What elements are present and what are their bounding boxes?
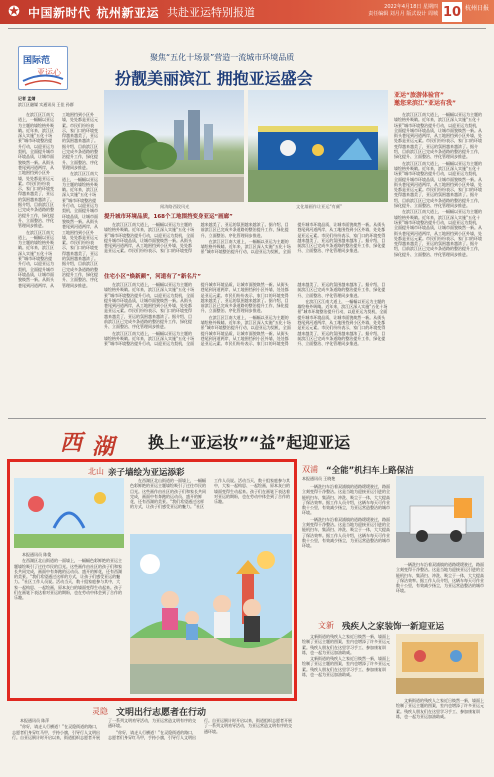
photo-caption-right: 文化墙画作让亚运“有颜” bbox=[296, 204, 343, 209]
riverside-photo bbox=[104, 90, 244, 202]
sidebar-title-1: 亚运“旅游体验官” bbox=[394, 92, 444, 99]
sub2-text-cont3: 在滨江区江南大道上，一幅幅以亚运为主题的墙绘格外吸睛。近年来，滨江区深入实施“五化十场景”城市环境整治提升行动，以迎亚运为契机，全面提升城市环境品质，让城市面貌焕然一新。从街头巷尾到河道两岸，从工地围挡到小区外墙，处处都是亚运元素。市民们纷纷表示，家门口的环境变得越来越美了，亚运的氛围越来越浓了。据介绍，目前滨江区已完成多条道路的整治提升工作，绿化提升、立面整治、序化管理同步推进。 bbox=[297, 298, 388, 347]
page-number: 10 bbox=[442, 2, 462, 22]
banner-char-2: 湖 bbox=[92, 434, 115, 460]
right2-body-left bbox=[302, 634, 392, 772]
bottom-author: 本报通讯员 陈萍 bbox=[20, 718, 50, 723]
right2-tag: 文新 bbox=[318, 621, 334, 630]
sub1-text: 在滨江区江南大道上，一幅幅以亚运为主题的墙绘格外吸睛。近年来，滨江区深入实施“五化十场景”城市环境整治提升行动，以迎亚运为契机，全面提升城市环境品质，让城市面貌焕然一新。从街头巷尾到河道两岸，从工地围挡到小区外墙，处处都是亚运元素。市民们纷纷表示，家门口的环境变得越来越美了，亚运的氛围越来越浓了。据介绍，目前滨江区已完成多条道路的整治提升工作，绿化提升、立面整治、序化管理同步推进。 bbox=[104, 222, 289, 254]
logo-text-b: 亚运心 bbox=[37, 68, 61, 77]
header-meta bbox=[368, 4, 438, 18]
bottom-text-cont: “你好，请走人行横道！”在灵隐街道的路口，志愿者们身穿红马甲，手持小旗，引导行人文明出行。自亚运倒计时开启以来，街道组织志愿者开展了一系列文明劝导活动，为亚运营造文明有序的交通环境。 bbox=[108, 718, 292, 740]
right-text-cont: 一辆洗扫车沿着双浦镇的道路缓缓驶过，路面立刻变得干净整洁。这是当地为迎接亚运引进的全能机扫车，集清扫、冲洗、吸尘于一体，大大提高了保洁效率。据工作人员介绍，这辆车每天可作业数十公里，有效减少扬尘，为亚运营造整洁的城市环境。 bbox=[302, 516, 390, 549]
framed-text-2: 在西湖区北山街道的一面墙上，一幅幅色彩鲜艳的亚运主题墙绘吸引了过往市民的目光。这些画作由社区的孩子们和家长共同完成，画面中有奔跑的运动员、盛开的鲜花，还有西湖的美景。“我们希望通过这样的方式，让孩子们感受亚运的魅力。”社区工作人员说。活动当天，数十组家庭参与其中，大家一起构思、一起绘画，原本灰白的墙面变得生动起来。孩子们在画笔下表达着对亚运的期盼，也在劳动中体会到了合作的乐趣。 bbox=[130, 478, 290, 510]
right2-body-right bbox=[396, 698, 484, 772]
right2-text: 文新街道的残疾人之家近日焕然一新，墙面上绘制了亚运主题的图案，室内也增添了许多亚运元素。残疾人朋友们在这里学习手工、参加康复训练，也一起为亚运加油助威。 bbox=[302, 634, 390, 655]
paper-name: 杭州日报 bbox=[464, 5, 489, 12]
framed-headline: 亲子墙绘为亚运添彩 bbox=[108, 468, 185, 478]
mural-photo bbox=[248, 90, 388, 202]
topic-title: 杭州新亚运 bbox=[96, 5, 160, 20]
family-mural-photo bbox=[130, 534, 292, 694]
family-mural-scene-icon bbox=[130, 534, 292, 694]
framed-author: 本报通讯员 陈俊 bbox=[22, 552, 52, 557]
sub2-text-cont2: 在滨江区江南大道上，一幅幅以亚运为主题的墙绘格外吸睛。近年来，滨江区深入实施“五化十场景”城市环境整治提升行动，以迎亚运为契机，全面提升城市环境品质，让城市面貌焕然一新。从街头巷尾到河道两岸，从工地围挡到小区外墙，处处都是亚运元素。市民们纷纷表示，家门口的环境变得越来越美了，亚运的氛围越来越浓了。据介绍，目前滨江区已完成多条道路的整治提升工作，绿化提升、立面整治、序化管理同步推进。 bbox=[200, 282, 386, 347]
right-body-right bbox=[396, 562, 484, 614]
page-header bbox=[0, 0, 494, 24]
sidebar-text: 在滨江区江南大道上，一幅幅以亚运为主题的墙绘格外吸睛。近年来，滨江区深入实施“五化十场景”城市环境整治提升行动，以迎亚运为契机，全面提升城市环境品质，让城市面貌焕然一新。从街头巷尾到河道两岸，从工地围挡到小区外墙，处处都是亚运元素。市民们纷纷表示，家门口的环境变得越来越美了，亚运的氛围越来越浓了。据介绍，目前滨江区已完成多条道路的整治提升工作，绿化提升、立面整治、序化管理同步推进。 bbox=[394, 112, 482, 160]
disability-home-photo bbox=[396, 634, 484, 694]
header-tagline: 共赴亚运特别报道 bbox=[167, 6, 256, 19]
right-tag: 双浦 bbox=[302, 465, 318, 474]
top-body-text-cont: 在滨江区江南大道上，一幅幅以亚运为主题的墙绘格外吸睛。近年来，滨江区深入实施“五化十场景”城市环境整治提升行动，以迎亚运为契机，全面提升城市环境品质，让城市面貌焕然一新。从街头巷尾到河道两岸，从工地围挡到小区外墙，处处都是亚运元素。市民们纷纷表示，家门口的环境变得越来越美了，亚运的氛围越来越浓了。据介绍，目前滨江区已完成多条道路的整治提升工作，绿化提升、立面整治、序化管理同步推进。 bbox=[18, 112, 98, 288]
sidebar-body bbox=[394, 112, 482, 414]
right-author: 本报通讯员 王晓艳 bbox=[302, 476, 336, 481]
right-headline: “全能”机扫车上路保洁 bbox=[326, 466, 414, 476]
sweeper-vehicle-icon bbox=[396, 476, 484, 558]
inset-mural-photo bbox=[14, 478, 124, 548]
bottom-headline: 文明出行志愿者在行动 bbox=[116, 708, 207, 718]
bottom-text: “你好，请走人行横道！”在灵隐街道的路口，志愿者们身穿红马甲，手持小旗，引导行人文明出行。自亚运倒计时开启以来，街道组织志愿者开展了一系列文明劝导活动，为亚运营造文明有序的交通环境。 bbox=[12, 718, 196, 740]
top-kicker: 聚焦“五化十场景”营造一流城市环境品质 bbox=[150, 53, 295, 62]
framed-tag: 北山 bbox=[88, 467, 104, 476]
sweeper-photo bbox=[396, 476, 484, 558]
sub2-text: 在滨江区江南大道上，一幅幅以亚运为主题的墙绘格外吸睛。近年来，滨江区深入实施“五化十场景”城市环境整治提升行动，以迎亚运为契机，全面提升城市环境品质，让城市面貌焕然一新。从街头巷尾到河道两岸，从工地围挡到小区外墙，处处都是亚运元素。市民们纷纷表示，家门口的环境变得越来越美了，亚运的氛围越来越浓了。据介绍，目前滨江区已完成多条道路的整治提升工作，绿化提升、立面整治、序化管理同步推进。 bbox=[104, 282, 195, 330]
highlighted-article bbox=[7, 459, 297, 701]
xihu-banner bbox=[0, 420, 494, 460]
right-text: 一辆洗扫车沿着双浦镇的道路缓缓驶过，路面立刻变得干净整洁。这是当地为迎接亚运引进的全能机扫车，集清扫、冲洗、吸尘于一体，大大提高了保洁效率。据工作人员介绍，这辆车每天可作业数十公里，有效减少扬尘，为亚运营造整洁的城市环境。 bbox=[302, 484, 390, 516]
framed-body-left bbox=[14, 552, 124, 692]
bottom-body bbox=[12, 718, 294, 774]
framed-body-right bbox=[130, 478, 292, 530]
divider-2 bbox=[8, 418, 486, 419]
sidebar-title-2: 邀您来滨江“亚运有我” bbox=[394, 100, 456, 107]
sub1-text-cont: 在滨江区江南大道上，一幅幅以亚运为主题的墙绘格外吸睛。近年来，滨江区深入实施“五化十场景”城市环境整治提升行动，以迎亚运为契机，全面提升城市环境品质，让城市面貌焕然一新。从街头巷尾到河道两岸，从工地围挡到小区外墙，处处都是亚运元素。市民们纷纷表示，家门口的环境变得越来越美了，亚运的氛围越来越浓了。据介绍，目前滨江区已完成多条道路的整治提升工作，绿化提升、立面整治、序化管理同步推进。 bbox=[200, 222, 386, 255]
byline-2: 滨江区融媒 实通讯员 王佳 孙群 bbox=[18, 102, 74, 107]
right2-text-2: 文新街道的残疾人之家近日焕然一新，墙面上绘制了亚运主题的图案，室内也增添了许多亚运元素。残疾人朋友们在这里学习手工、参加康复训练，也一起为亚运加油助威。 bbox=[396, 698, 484, 719]
right-body-left bbox=[302, 484, 392, 612]
subhead-1: 提升城市环境品质，168个工地围挡变身亚运“画廊” bbox=[104, 214, 233, 220]
right2-headline: 残疾人之家装饰一新迎亚运 bbox=[342, 622, 445, 632]
sub1-body bbox=[104, 222, 388, 270]
mural-scene-icon bbox=[248, 90, 388, 202]
top-body-text: 在滨江区江南大道上，一幅幅以亚运为主题的墙绘格外吸睛。近年来，滨江区深入实施“五化十场景”城市环境整治提升行动，以迎亚运为契机，全面提升城市环境品质，让城市面貌焕然一新。从街头巷尾到河道两岸，从工地围挡到小区外墙，处处都是亚运元素。市民们纷纷表示，家门口的环境变得越来越美了，亚运的氛围越来越浓了。据介绍，目前滨江区已完成多条道路的整治提升工作，绿化提升、立面整治、序化管理同步推进。 bbox=[18, 112, 54, 229]
top-body-left bbox=[18, 112, 100, 414]
editor-line: 责任编辑 刘月月 版式设计 周城 bbox=[368, 11, 438, 17]
column-logo bbox=[18, 46, 68, 90]
riverside-scene-icon bbox=[104, 90, 244, 202]
right-text-2: 一辆洗扫车沿着双浦镇的道路缓缓驶过，路面立刻变得干净整洁。这是当地为迎接亚运引进的全能机扫车，集清扫、冲洗、吸尘于一体，大大提高了保洁效率。据工作人员介绍，这辆车每天可作业数十公里，有效减少扬尘，为亚运营造整洁的城市环境。 bbox=[396, 562, 484, 594]
sidebar-text-cont: 在滨江区江南大道上，一幅幅以亚运为主题的墙绘格外吸睛。近年来，滨江区深入实施“五化十场景”城市环境整治提升行动，以迎亚运为契机，全面提升城市环境品质，让城市面貌焕然一新。从街头巷尾到河道两岸，从工地围挡到小区外墙，处处都是亚运元素。市民们纷纷表示，家门口的环境变得越来越美了，亚运的氛围越来越浓了。据介绍，目前滨江区已完成多条道路的整治提升工作，绿化提升、立面整治、序化管理同步推进。 bbox=[394, 160, 482, 209]
emblem-icon: ✪ bbox=[8, 4, 20, 20]
banner-char-1: 西 bbox=[60, 430, 83, 456]
logo-text-a: 国际范 bbox=[23, 56, 51, 66]
divider bbox=[8, 28, 486, 29]
top-headline: 扮靓美丽滨江 拥抱亚运盛会 bbox=[115, 69, 313, 88]
issue-date: 2022年4月18日 星期四 bbox=[384, 4, 438, 10]
framed-text: 在西湖区北山街道的一面墙上，一幅幅色彩鲜艳的亚运主题墙绘吸引了过往市民的目光。这些画作由社区的孩子们和家长共同完成，画面中有奔跑的运动员、盛开的鲜花，还有西湖的美景。“我们希望通过这样的方式，让孩子们感受亚运的魅力。”社区工作人员说。活动当天，数十组家庭参与其中，大家一起构思、一起绘画，原本灰白的墙面变得生动起来。孩子们在画笔下表达着对亚运的期盼，也在劳动中体会到了合作的乐趣。 bbox=[14, 558, 122, 601]
subhead-2: 住宅小区“焕新颜”，河道有了“新名片” bbox=[104, 274, 201, 280]
sub2-text-cont: 在滨江区江南大道上，一幅幅以亚运为主题的墙绘格外吸睛。近年来，滨江区深入实施“五化十场景”城市环境整治提升行动，以迎亚运为契机，全面提升城市环境品质，让城市面貌焕然一新。从街头巷尾到河道两岸，从工地围挡到小区外墙，处处都是亚运元素。市民们纷纷表示，家门口的环境变得越来越美了，亚运的氛围越来越浓了。据介绍，目前滨江区已完成多条道路的整治提升工作，绿化提升、立面整治、序化管理同步推进。 bbox=[104, 282, 289, 347]
inset-mural-icon bbox=[14, 478, 124, 548]
logo-swoosh-icon bbox=[19, 47, 67, 89]
xihu-headline: 换上“亚运妆”“益”起迎亚运 bbox=[148, 433, 351, 452]
sub2-body bbox=[104, 282, 388, 414]
bottom-tag: 灵隐 bbox=[92, 707, 108, 716]
top-body-text-cont2: 在滨江区江南大道上，一幅幅以亚运为主题的墙绘格外吸睛。近年来，滨江区深入实施“五化十场景”城市环境整治提升行动，以迎亚运为契机，全面提升城市环境品质，让城市面貌焕然一新。从街头巷尾到河道两岸，从工地围挡到小区外墙，处处都是亚运元素。市民们纷纷表示，家门口的环境变得越来越美了，亚运的氛围越来越浓了。据介绍，目前滨江区已完成多条道路的整治提升工作，绿化提升、立面整治、序化管理同步推进。 bbox=[62, 171, 98, 288]
section-title: 中国新时代 bbox=[28, 5, 91, 20]
interior-scene-icon bbox=[396, 634, 484, 694]
byline: 记者 孟婧 bbox=[18, 96, 36, 101]
sidebar-text-cont2: 在滨江区江南大道上，一幅幅以亚运为主题的墙绘格外吸睛。近年来，滨江区深入实施“五化十场景”城市环境整治提升行动，以迎亚运为契机，全面提升城市环境品质，让城市面貌焕然一新。从街头巷尾到河道两岸，从工地围挡到小区外墙，处处都是亚运元素。市民们纷纷表示，家门口的环境变得越来越美了，亚运的氛围越来越浓了。据介绍，目前滨江区已完成多条道路的整治提升工作，绿化提升、立面整治、序化管理同步推进。 bbox=[394, 209, 482, 257]
right2-text-cont: 文新街道的残疾人之家近日焕然一新，墙面上绘制了亚运主题的图案，室内也增添了许多亚运元素。残疾人朋友们在这里学习手工、参加康复训练，也一起为亚运加油助威。 bbox=[302, 656, 390, 678]
photo-caption-left: 闻涛路西段风光 bbox=[160, 204, 190, 209]
